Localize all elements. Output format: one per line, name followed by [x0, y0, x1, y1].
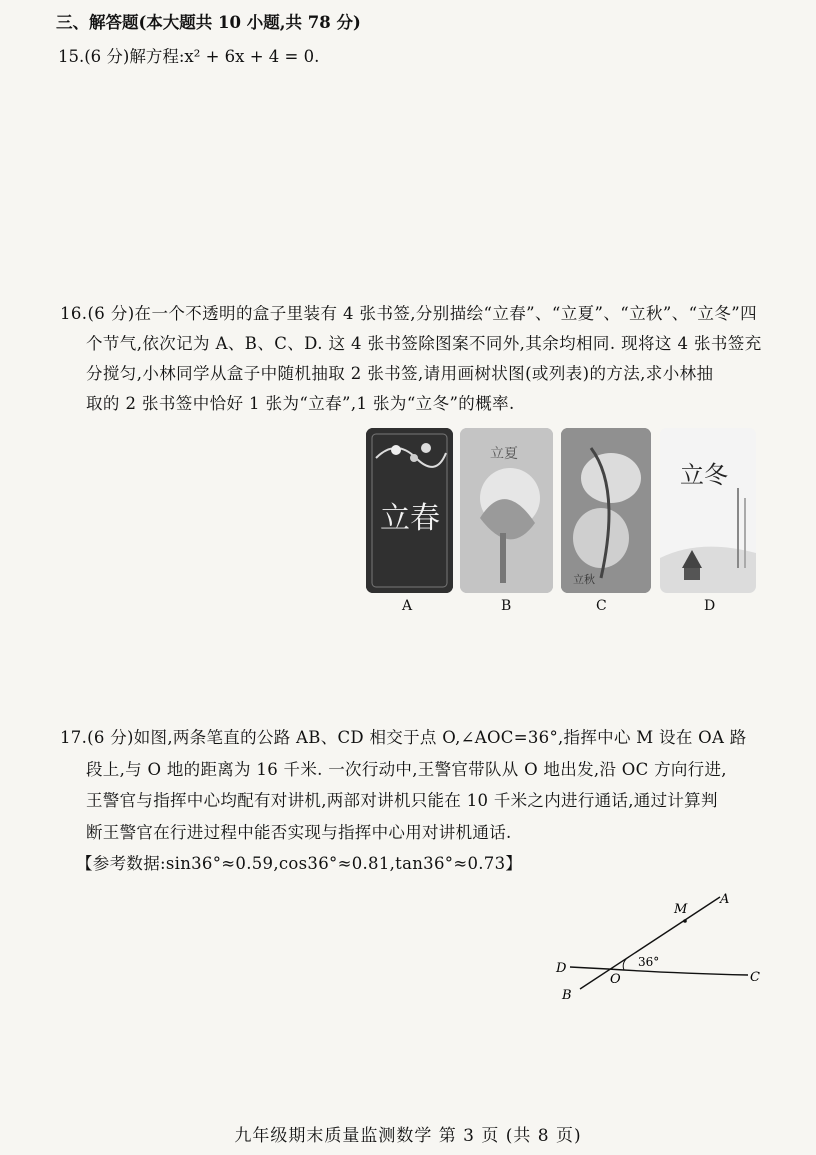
bookmark-card-c — [561, 428, 651, 593]
q16-line: 取的 2 张书签中恰好 1 张为“立春”,1 张为“立冬”的概率. — [86, 394, 515, 413]
card-label-c: C — [596, 598, 607, 614]
section-title: 三、解答题(本大题共 10 小题,共 78 分) — [56, 13, 361, 32]
line-ab — [580, 897, 720, 989]
card-c-art: 立秋 — [573, 573, 595, 586]
label-c: C — [750, 970, 760, 985]
bookmark-card-d — [660, 428, 756, 593]
angle-arc — [623, 957, 629, 970]
card-b-art: 立夏 — [490, 446, 518, 462]
geometry-figure — [548, 885, 778, 1005]
bookmark-card-b — [460, 428, 553, 593]
question-17 — [60, 722, 772, 880]
label-b: B — [562, 988, 572, 1003]
label-a: A — [720, 892, 730, 907]
q17-line: 段上,与 O 地的距离为 16 千米. 一次行动中,王警官带队从 O 地出发,沿 OC 方向行进, — [86, 759, 727, 779]
card-a-art: 立春 — [380, 501, 440, 536]
question-15: 15.(6 分)解方程:x² + 6x + 4 = 0. — [58, 47, 320, 66]
reference-data: 【参考数据:sin36°≈0.59,cos36°≈0.81,tan36°≈0.73】 — [76, 854, 523, 873]
question-16 — [60, 299, 760, 419]
card-d-art: 立冬 — [680, 461, 728, 489]
label-d: D — [556, 961, 567, 976]
bookmark-card-a — [366, 428, 453, 593]
q16-line: 16.(6 分)在一个不透明的盒子里装有 4 张书签,分别描绘“立春”、“立夏”、“立秋”、“立冬”四 — [60, 304, 757, 323]
q17-line: 断王警官在行进过程中能否实现与指挥中心用对讲机通话. — [86, 822, 512, 842]
angle-label: 36° — [638, 955, 660, 969]
point-m — [683, 919, 687, 923]
q16-line: 分搅匀,小林同学从盒子中随机抽取 2 张书签,请用画树状图(或列表)的方法,求小林抽 — [86, 364, 714, 383]
q16-line: 个节气,依次记为 A、B、C、D. 这 4 张书签除图案不同外,其余均相同. 现将这 4 张书签充 — [86, 334, 762, 353]
label-m: M — [674, 902, 688, 917]
q17-line: 17.(6 分)如图,两条笔直的公路 AB、CD 相交于点 O,∠AOC=36°,指挥中心 M 设在 OA 路 — [60, 728, 747, 747]
card-label-b: B — [501, 598, 512, 614]
label-o: O — [610, 972, 621, 987]
page-footer: 九年级期末质量监测数学 第 3 页 (共 8 页) — [234, 1126, 582, 1146]
card-label-a: A — [402, 598, 413, 614]
q17-line: 王警官与指挥中心均配有对讲机,两部对讲机只能在 10 千米之内进行通话,通过计算判 — [86, 791, 718, 810]
card-label-d: D — [704, 598, 716, 614]
